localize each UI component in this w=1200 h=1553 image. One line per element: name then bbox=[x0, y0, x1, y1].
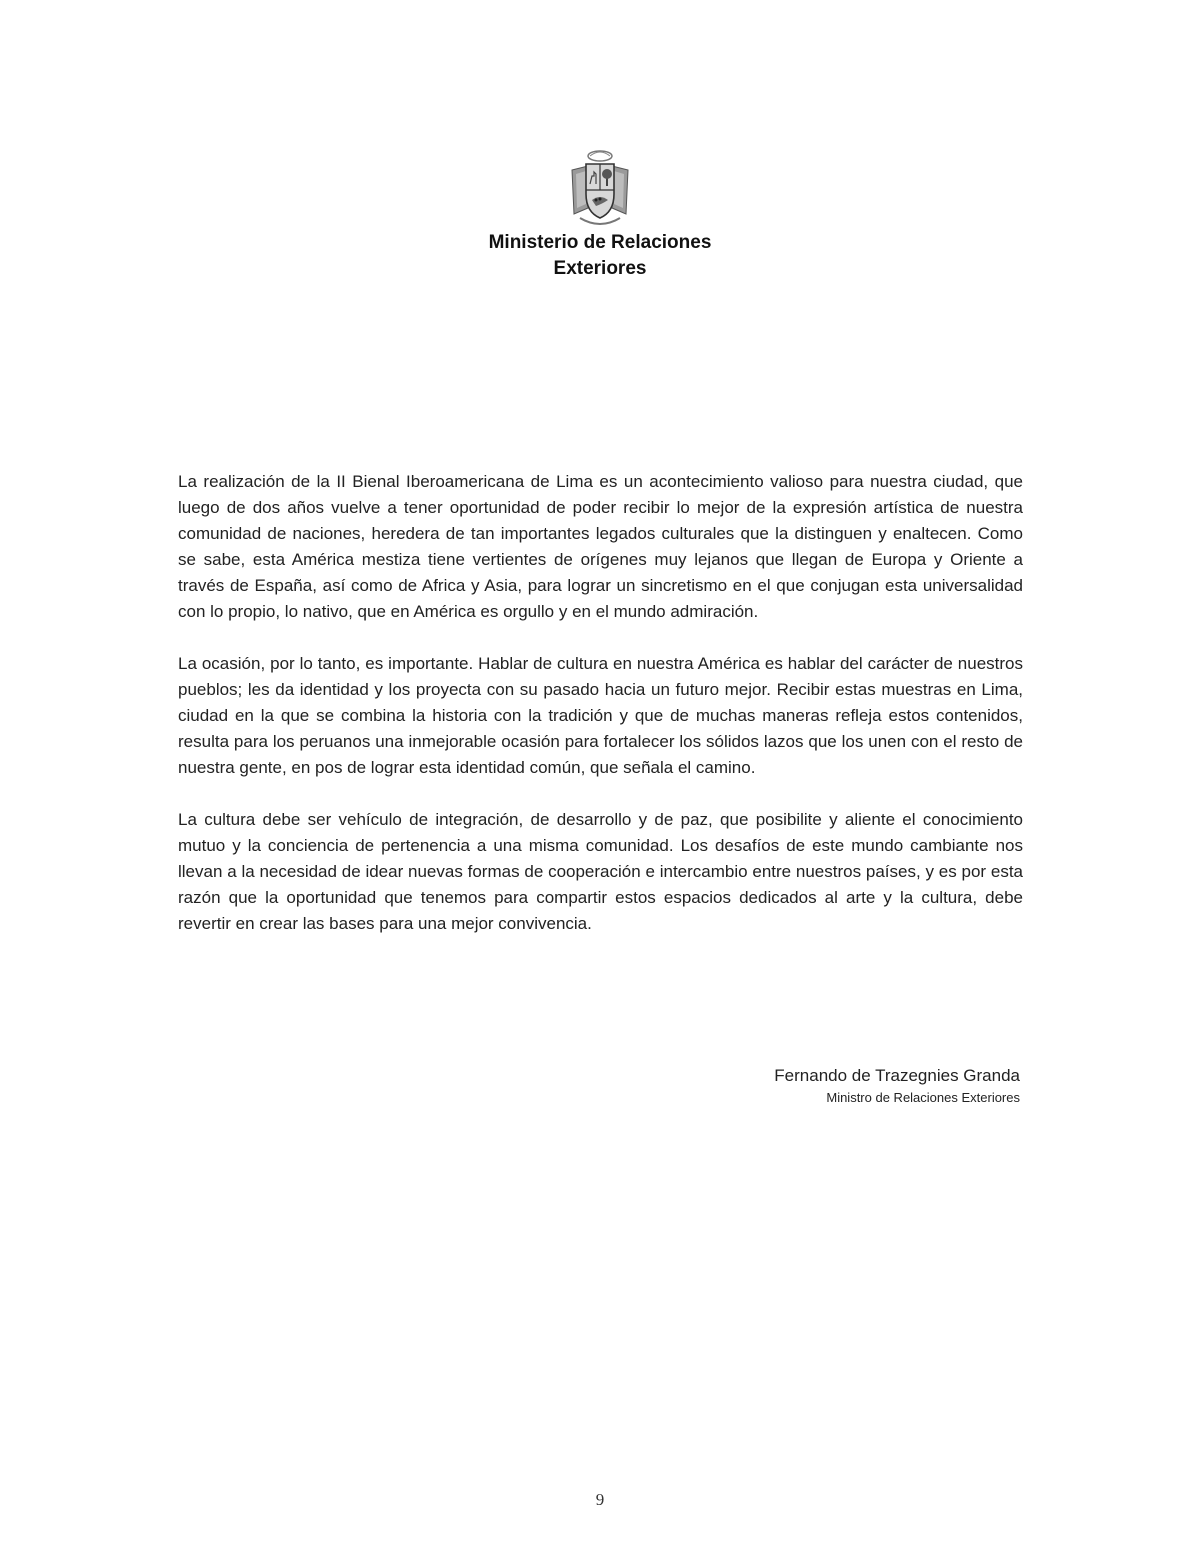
paragraph-2: La ocasión, por lo tanto, es importante. Hablar de cultura en nuestra América es hablar del carácter de nuestros pueblos; les da identidad y los proyecta con su pasado hacia un futuro mejor. Recibir estas muestras en Lima, ciudad en la que se combina la historia con la tradición y que de muchas maneras refleja estos contenidos, resulta para los peruanos una inmejorable ocasión para fortalecer los sólidos lazos que los unen con el resto de nuestra gente, en pos de lograr esta identidad común, que señala el camino. bbox=[178, 654, 1023, 777]
paragraph-1: La realización de la II Bienal Iberoamericana de Lima es un acontecimiento valioso para nuestra ciudad, que luego de dos años vuelve a tener oportunidad de poder recibir lo mejor de la expresión artística de nuestra comunidad de naciones, heredera de tan importantes legados culturales que la distinguen y enaltecen. Como se sabe, esta América mestiza tiene vertientes de orígenes muy lejanos que llegan de Europa y Oriente a través de España, así como de Africa y Asia, para lograr un sincretismo en el que conjugan esta universalidad con lo propio, lo nativo, que en América es orgullo y en el mundo admiración. bbox=[178, 472, 1023, 621]
page-number: 9 bbox=[595, 1490, 605, 1509]
ministry-title bbox=[400, 230, 800, 282]
signatory-name: Fernando de Trazegnies Granda bbox=[774, 1066, 1020, 1085]
ministry-title-line1: Ministerio de Relaciones bbox=[488, 232, 712, 253]
signatory-role: Ministro de Relaciones Exteriores bbox=[826, 1090, 1020, 1105]
signature-block bbox=[774, 1064, 1020, 1108]
letter-body bbox=[178, 469, 1023, 963]
peru-coat-of-arms-icon bbox=[566, 148, 634, 230]
ministry-title-line2: Exteriores bbox=[553, 258, 647, 279]
paragraph-3: La cultura debe ser vehículo de integración, de desarrollo y de paz, que posibilite y aliente el conocimiento mutuo y la conciencia de pertenencia a una misma comunidad. Los desafíos de este mundo cambiante nos llevan a la necesidad de idear nuevas formas de cooperación e intercambio entre nuestros países, y es por esta razón que la oportunidad que tenemos para compartir estos espacios dedicados al arte y la cultura, debe revertir en crear las bases para una mejor convivencia. bbox=[178, 810, 1023, 933]
